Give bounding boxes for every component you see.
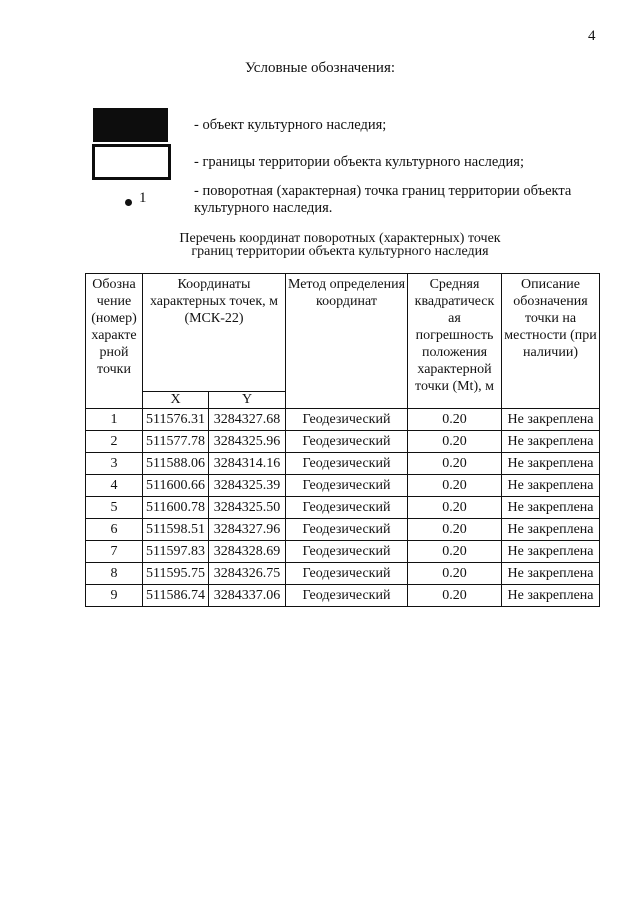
cell-point: 1 [86,409,143,431]
cell-method: Геодезический [286,563,408,585]
coordinates-list-title-line2: границ территории объекта культурного наследия [191,244,489,259]
legend-point-number: 1 [139,190,147,206]
cell-accuracy: 0.20 [408,519,502,541]
cell-point: 9 [86,585,143,607]
cell-x: 511586.74 [143,585,209,607]
header-method: Метод определения координат [286,274,408,409]
cell-method: Геодезический [286,409,408,431]
cell-accuracy: 0.20 [408,475,502,497]
legend-label-heritage-object: - объект культурного наследия; [194,117,387,133]
cell-x: 511597.83 [143,541,209,563]
cell-point: 3 [86,453,143,475]
cell-method: Геодезический [286,519,408,541]
header-y: Y [209,392,286,409]
coordinates-list-title-line1: Перечень координат поворотных (характерных) точек [179,231,501,246]
cell-description: Не закреплена [502,563,600,585]
cell-method: Геодезический [286,541,408,563]
cell-accuracy: 0.20 [408,431,502,453]
cell-x: 511588.06 [143,453,209,475]
legend-title: Условные обозначения: [244,60,396,76]
cell-y: 3284328.69 [209,541,286,563]
cell-y: 3284326.75 [209,563,286,585]
cell-y: 3284314.16 [209,453,286,475]
cell-y: 3284325.96 [209,431,286,453]
table-row [86,497,600,519]
table-row [86,585,600,607]
legend-label-turning-point-line2: культурного наследия. [194,200,333,216]
cell-method: Геодезический [286,453,408,475]
table-row [86,541,600,563]
cell-point: 7 [86,541,143,563]
cell-method: Геодезический [286,585,408,607]
cell-accuracy: 0.20 [408,563,502,585]
table-row [86,519,600,541]
cell-x: 511595.75 [143,563,209,585]
cell-x: 511577.78 [143,431,209,453]
legend-label-turning-point-line1: - поворотная (характерная) точка границ территории объекта [194,183,572,199]
cell-y: 3284327.96 [209,519,286,541]
cell-description: Не закреплена [502,497,600,519]
cell-description: Не закреплена [502,519,600,541]
cell-accuracy: 0.20 [408,409,502,431]
cell-point: 5 [86,497,143,519]
cell-method: Геодезический [286,475,408,497]
cell-accuracy: 0.20 [408,585,502,607]
cell-point: 8 [86,563,143,585]
legend-label-territory-boundary: - границы территории объекта культурного наследия; [194,154,524,170]
cell-description: Не закреплена [502,585,600,607]
cell-x: 511600.66 [143,475,209,497]
legend-symbol-territory-boundary [92,144,171,180]
coordinates-table-body [86,409,600,607]
legend-symbol-heritage-object [93,108,168,142]
table-row [86,431,600,453]
cell-point: 4 [86,475,143,497]
cell-x: 511576.31 [143,409,209,431]
cell-x: 511598.51 [143,519,209,541]
cell-description: Не закреплена [502,453,600,475]
cell-x: 511600.78 [143,497,209,519]
coordinates-table [85,273,600,607]
header-accuracy: Средняя квадратическ ая погрешность положения характерной точки (Mt), м [408,274,502,409]
table-row [86,475,600,497]
table-row [86,409,600,431]
cell-accuracy: 0.20 [408,541,502,563]
cell-method: Геодезический [286,431,408,453]
table-row [86,453,600,475]
cell-description: Не закреплена [502,409,600,431]
page-number: 4 [588,28,596,44]
legend-symbol-turning-point [125,199,132,206]
header-description: Описание обозначения точки на местности (при наличии) [502,274,600,409]
cell-point: 6 [86,519,143,541]
cell-point: 2 [86,431,143,453]
header-x: X [143,392,209,409]
cell-description: Не закреплена [502,475,600,497]
header-point: Обозна чение (номер) характе рной точки [86,274,143,409]
cell-y: 3284327.68 [209,409,286,431]
header-coordinates: Координаты характерных точек, м (МСК-22) [143,274,286,392]
cell-method: Геодезический [286,497,408,519]
cell-accuracy: 0.20 [408,453,502,475]
cell-y: 3284325.50 [209,497,286,519]
table-row [86,563,600,585]
cell-accuracy: 0.20 [408,497,502,519]
cell-y: 3284337.06 [209,585,286,607]
cell-y: 3284325.39 [209,475,286,497]
cell-description: Не закреплена [502,541,600,563]
cell-description: Не закреплена [502,431,600,453]
